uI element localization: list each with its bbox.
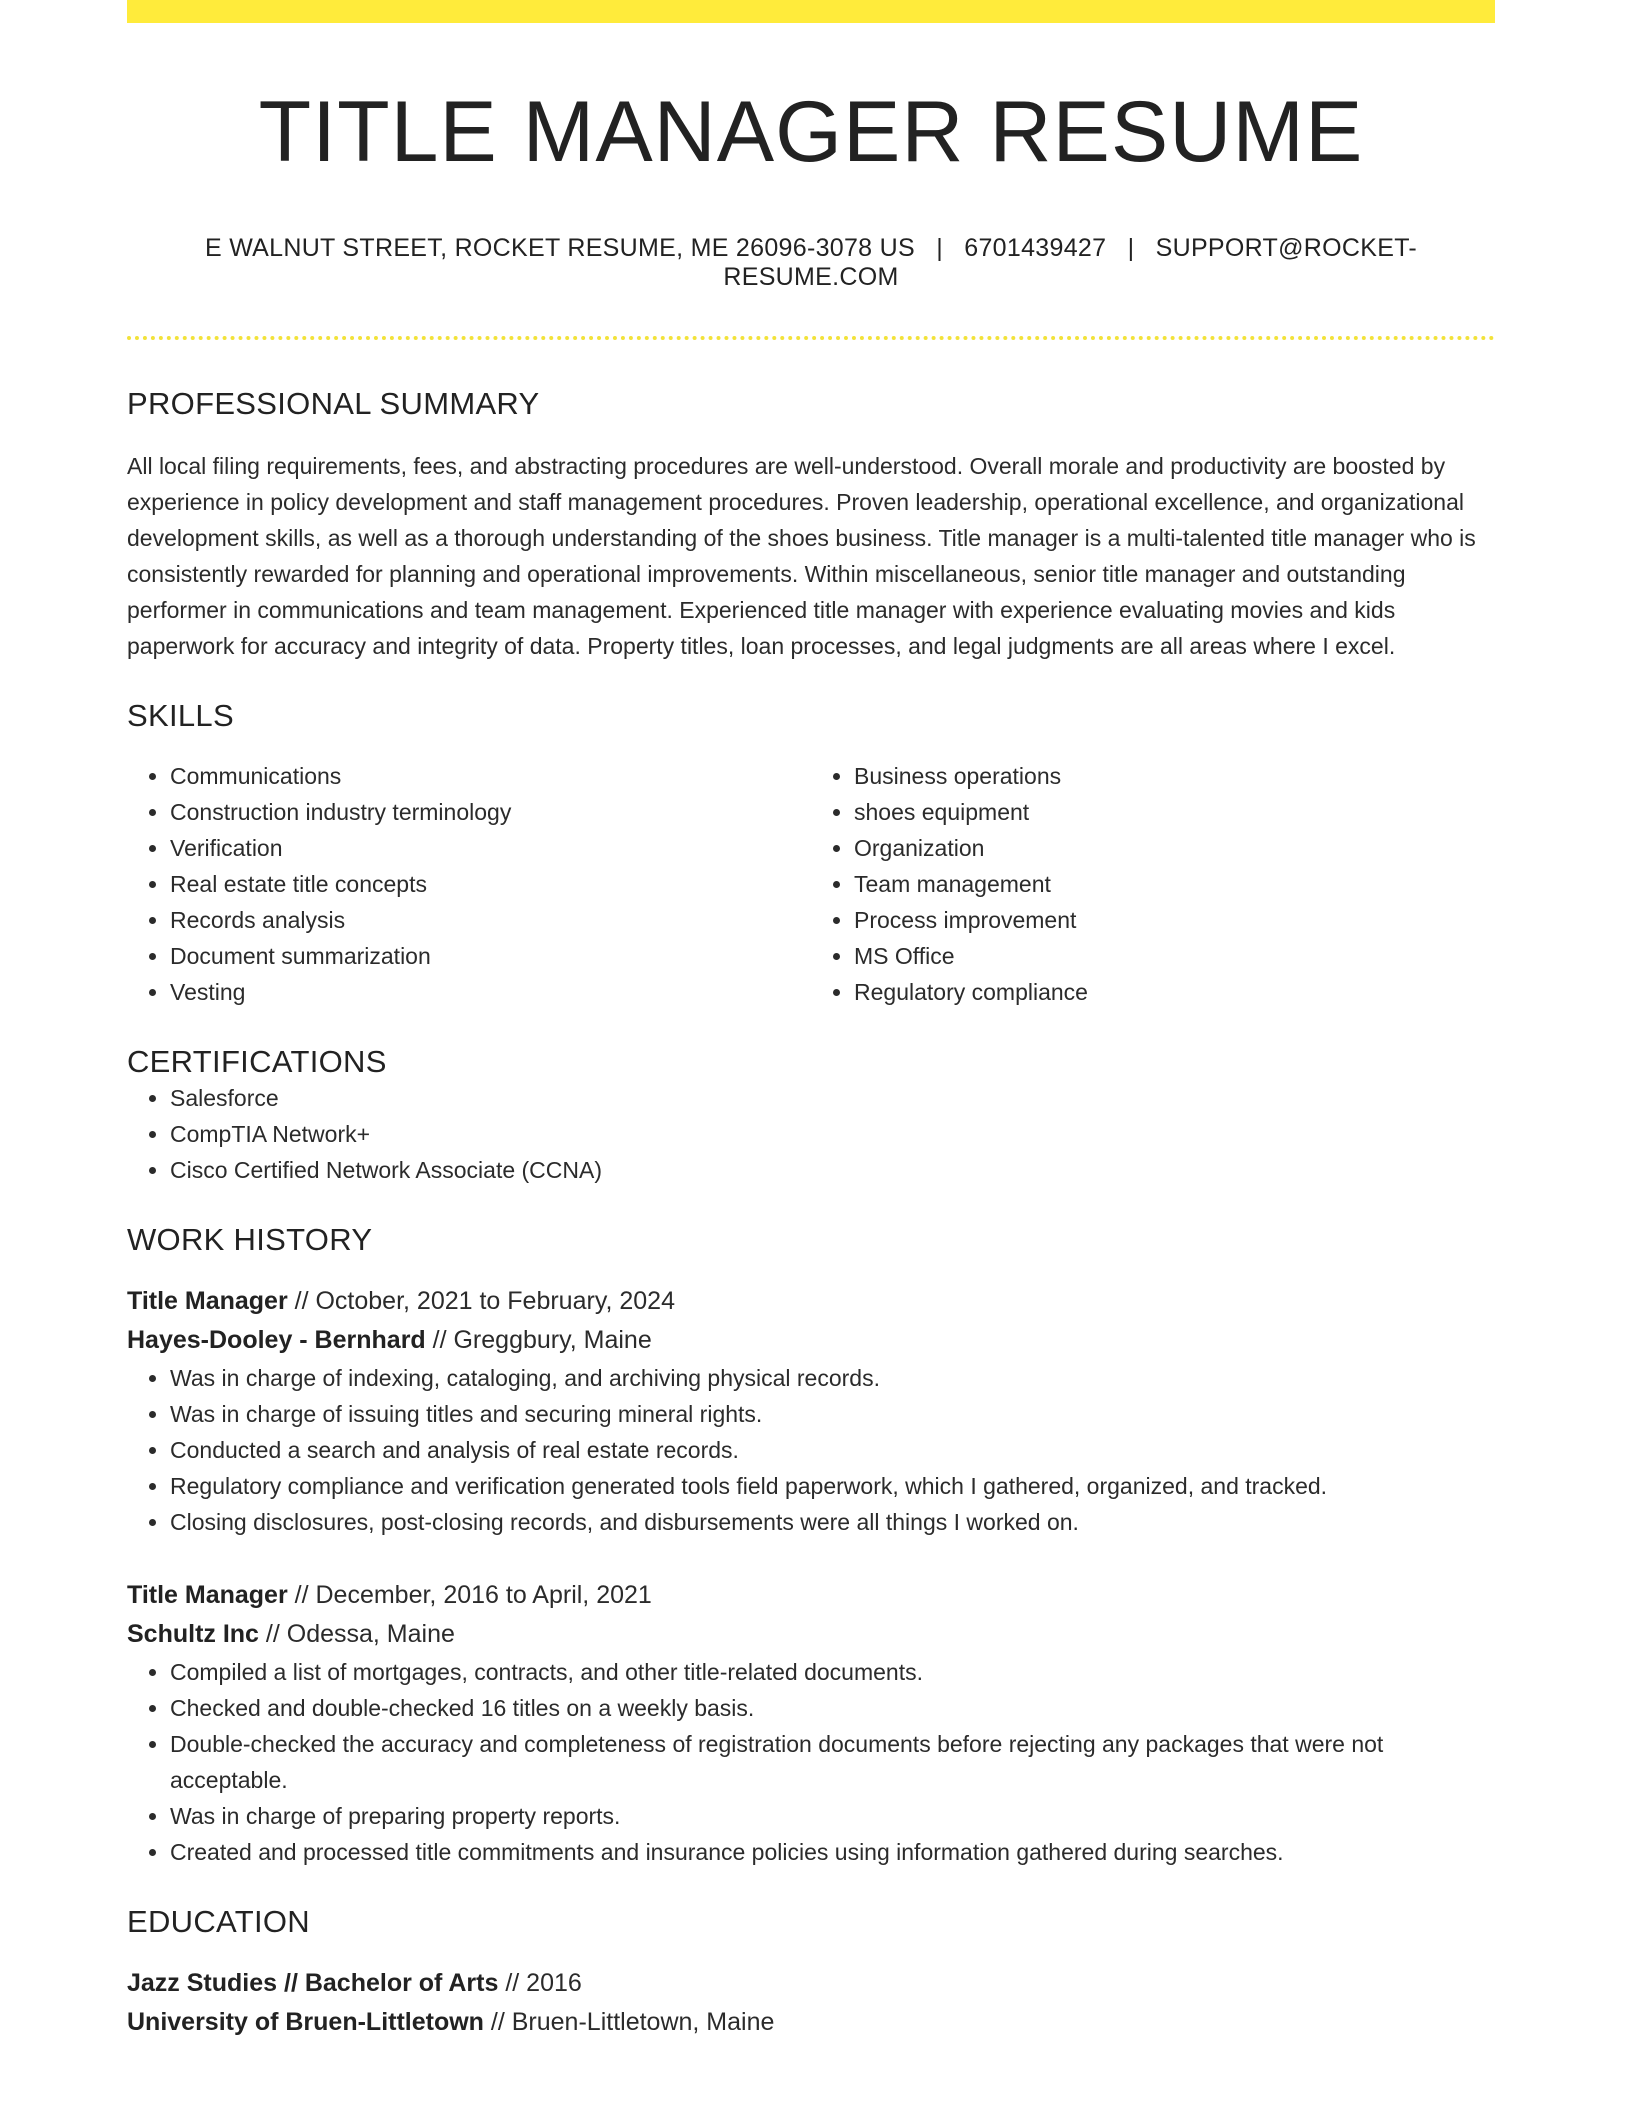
skills-list-left [127, 758, 811, 1010]
education-degree: Jazz Studies // Bachelor of Arts [127, 1968, 499, 1997]
skill-item: • Real estate title concepts [170, 866, 811, 902]
job-duties-list [127, 1360, 1495, 1540]
education-degree-line [127, 1964, 1495, 2003]
certifications-heading: CERTIFICATIONS [127, 1043, 387, 1079]
education-location: // Bruen-Littletown, Maine [483, 2007, 775, 2036]
job-duties-list [127, 1654, 1495, 1870]
job-dates: // October, 2021 to February, 2024 [287, 1286, 675, 1315]
skill-item: • Vesting [170, 974, 811, 1010]
certifications-list [127, 1080, 1495, 1188]
job-company: Hayes-Dooley - Bernhard [127, 1325, 426, 1354]
skills-columns [127, 758, 1495, 1010]
job-location: // Odessa, Maine [258, 1619, 455, 1648]
job-duty: • Closing disclosures, post-closing records, and disbursements were all things I worked on. [170, 1504, 1495, 1540]
job-duty: • Conducted a search and analysis of real estate records. [170, 1432, 1495, 1468]
education-school-line [127, 2003, 1495, 2042]
job-duty: • Checked and double-checked 16 titles on a weekly basis. [170, 1690, 1495, 1726]
contact-email: SUPPORT@ROCKET-RESUME.COM [723, 233, 1418, 291]
education-year: // 2016 [498, 1968, 582, 1997]
accent-top-bar [127, 0, 1495, 23]
skill-item: • Document summarization [170, 938, 811, 974]
skill-item: • MS Office [854, 938, 1495, 974]
job-duty: • Double-checked the accuracy and completeness of registration documents before rejecting any packages that were not acceptable. [170, 1726, 1495, 1798]
job-location: // Greggbury, Maine [425, 1325, 652, 1354]
job-entry [127, 1282, 1495, 1540]
job-duty: • Was in charge of preparing property reports. [170, 1798, 1495, 1834]
job-duty: • Regulatory compliance and verification generated tools field paperwork, which I gathered, organized, and tracked. [170, 1468, 1495, 1504]
skill-item: • Business operations [854, 758, 1495, 794]
job-duty: • Was in charge of indexing, cataloging, and archiving physical records. [170, 1360, 1495, 1396]
skill-item: • Construction industry terminology [170, 794, 811, 830]
job-company-line [127, 1615, 1495, 1654]
skill-item: • Process improvement [854, 902, 1495, 938]
skills-list-right [811, 758, 1495, 1010]
contact-separator: | [1127, 233, 1135, 262]
certification-item: • Salesforce [170, 1080, 1495, 1116]
job-role: Title Manager [127, 1286, 288, 1315]
job-duty: • Compiled a list of mortgages, contracts, and other title-related documents. [170, 1654, 1495, 1690]
job-company-line [127, 1321, 1495, 1360]
job-company: Schultz Inc [127, 1619, 259, 1648]
summary-text: All local filing requirements, fees, and abstracting procedures are well-understood. Overall morale and productivity are boosted by experience in policy development and staff management procedures. Proven leadership, operational excellence, and organizational development skills, as well as a thorough understanding of the shoes business. Title manager is a multi-talented title manager who is consistently rewarded for planning and operational improvements. Within miscellaneous, senior title manager and outstanding performer in communications and team management. Experienced title manager with experience evaluating movies and kids paperwork for accuracy and integrity of data. Property titles, loan processes, and legal judgments are all areas where I excel. [127, 452, 1476, 659]
contact-phone: 6701439427 [964, 233, 1107, 262]
contact-separator: | [936, 233, 944, 262]
job-dates: // December, 2016 to April, 2021 [287, 1580, 652, 1609]
skill-item: • Regulatory compliance [854, 974, 1495, 1010]
certification-item: • Cisco Certified Network Associate (CCNA) [170, 1152, 1495, 1188]
skill-item: • shoes equipment [854, 794, 1495, 830]
job-role-line [127, 1282, 1495, 1321]
job-role: Title Manager [127, 1580, 288, 1609]
contact-line [127, 234, 1495, 292]
job-duty: • Was in charge of issuing titles and securing mineral rights. [170, 1396, 1495, 1432]
resume-page [127, 0, 1495, 2042]
skill-item: • Communications [170, 758, 811, 794]
job-role-line [127, 1576, 1495, 1615]
job-entry [127, 1576, 1495, 1870]
skill-item: • Verification [170, 830, 811, 866]
summary-heading: PROFESSIONAL SUMMARY [127, 385, 540, 421]
education-heading: EDUCATION [127, 1903, 310, 1939]
contact-address: E WALNUT STREET, ROCKET RESUME, ME 26096-3078 US [204, 233, 915, 262]
education-school: University of Bruen-Littletown [127, 2007, 484, 2036]
skills-heading: SKILLS [127, 697, 234, 733]
work-history-heading: WORK HISTORY [127, 1221, 373, 1257]
certification-item: • CompTIA Network+ [170, 1116, 1495, 1152]
resume-title: TITLE MANAGER RESUME [258, 84, 1364, 180]
job-duty: • Created and processed title commitments and insurance policies using information gathered during searches. [170, 1834, 1495, 1870]
skill-item: • Records analysis [170, 902, 811, 938]
dotted-divider [127, 336, 1495, 340]
skill-item: • Team management [854, 866, 1495, 902]
skill-item: • Organization [854, 830, 1495, 866]
education-entry [127, 1964, 1495, 2042]
